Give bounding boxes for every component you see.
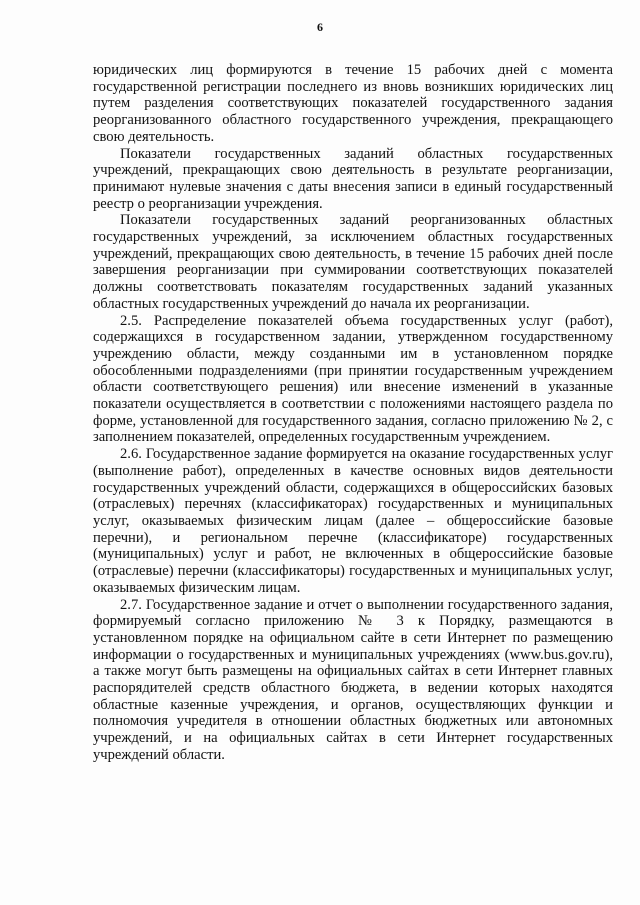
paragraph-zeroed-indicators: Показатели государственных заданий областных государственных учреждений, прекращающих свою деятельность в результате реорганизации, принимают нулевые значения с даты внесения записи в единый государственный реестр о реорганизации учреждения. xyxy=(93,145,613,212)
paragraph-reorganized-indicators: Показатели государственных заданий реорганизованных областных государственных учреждений, за исключением областных государственных учреждений, прекращающих свою деятельность, в течение 15 рабочих дней после завершения реорганизации при суммировании соответствующих показателей должны соответствовать показателям государственных заданий указанных областных государственных учреждений до начала их реорганизации. xyxy=(93,212,613,312)
document-body xyxy=(93,62,613,764)
page-number: 6 xyxy=(317,20,323,34)
paragraph-2-6: 2.6. Государственное задание формируется на оказание государственных услуг (выполнение работ), определенных в качестве основных видов деятельности государственных учреждений области, содержащихся в общероссийских базовых (отраслевых) перечнях (классификаторах) государственных и муниципальных услуг, оказываемых физическим лицам (далее – общероссийские базовые перечни), и региональном перечне (классификаторе) государственных (муниципальных) услуг и работ, не включенных в общероссийские базовые (отраслевые) перечни (классификаторы) государственных и муниципальных услуг, оказываемых физическим лицам. xyxy=(93,446,613,596)
paragraph-2-5: 2.5. Распределение показателей объема государственных услуг (работ), содержащихся в государственном задании, утвержденном государственному учреждению области, между созданными им в установленном порядке обособленными подразделениями (при принятии государственным учреждением области соответствующего решения) или внесение изменений в указанные показатели осуществляется в соответствии с положениями настоящего раздела по форме, установленной для государственного задания, согласно приложению № 2, с заполнением показателей, определенных государственным учреждением. xyxy=(93,312,613,446)
paragraph-2-7: 2.7. Государственное задание и отчет о выполнении государственного задания, формируемый согласно приложению № 3 к Порядку, размещаются в установленном порядке на официальном сайте в сети Интернет по размещению информации о государственных и муниципальных учреждениях (www.bus.gov.ru), а также могут быть размещены на официальных сайтах в сети Интернет главных распорядителей средств областного бюджета, в ведении которых находятся областные казенные учреждения, и органов, осуществляющих функции и полномочия учредителя в отношении областных бюджетных или автономных учреждений, и на официальных сайтах в сети Интернет государственных учреждений области. xyxy=(93,596,613,763)
paragraph-continuation: юридических лиц формируются в течение 15 рабочих дней с момента государственной регистрации последнего из вновь возникших юридических лиц путем разделения соответствующих показателей государственного задания реорганизованного областного государственного учреждения, прекращающего свою деятельность. xyxy=(93,62,613,145)
